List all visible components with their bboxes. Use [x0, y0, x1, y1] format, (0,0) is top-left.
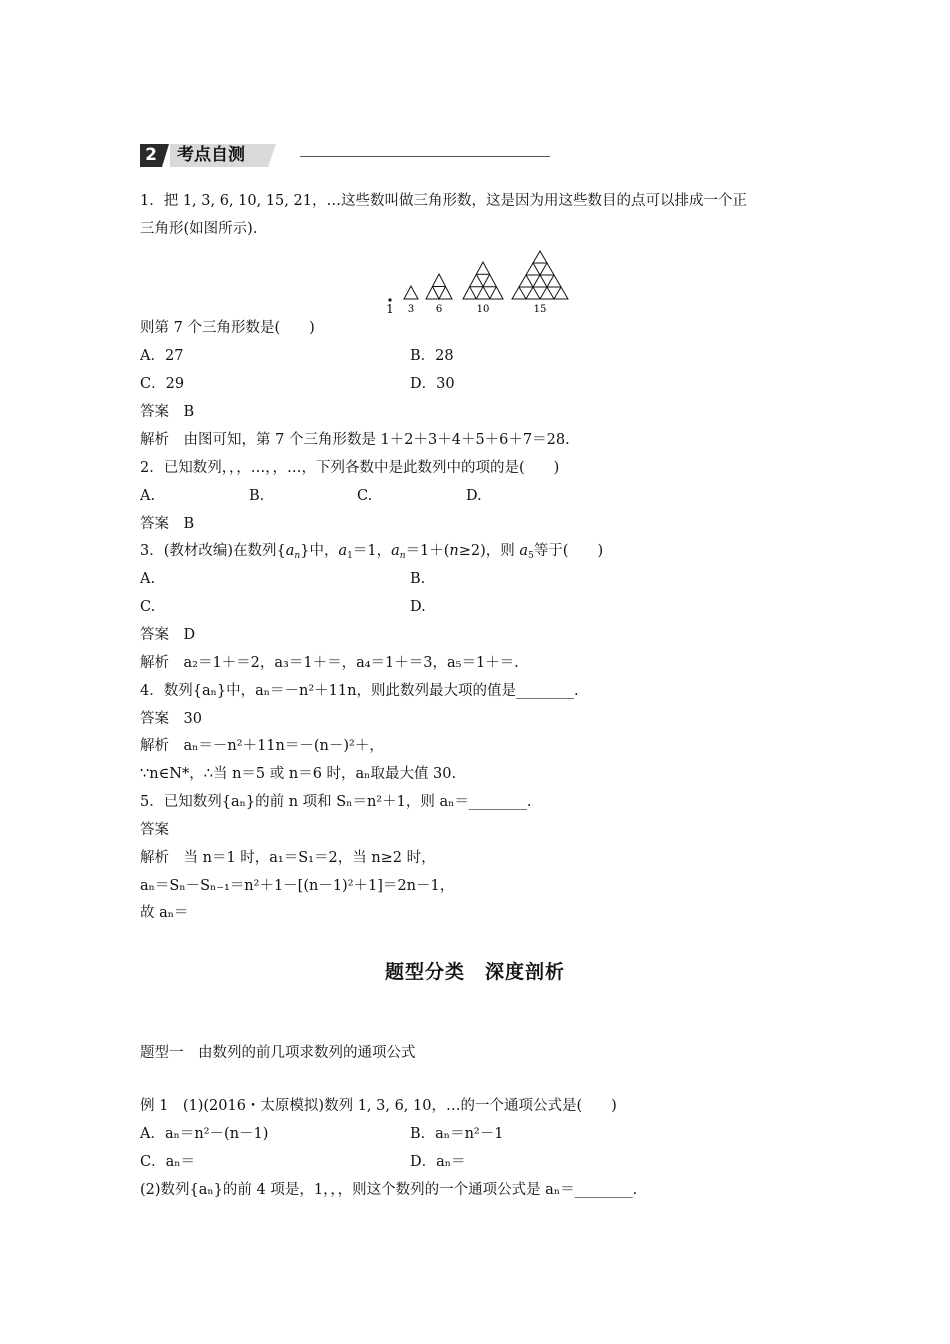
q1-option-c: C．29	[140, 376, 185, 392]
section-center-title: 题型分类 深度剖析	[384, 961, 565, 983]
q3-option-b: B.	[410, 571, 426, 587]
fig-label-6: 6	[435, 304, 443, 315]
q3-stem-part: ≥2)，则	[458, 543, 520, 559]
triangle-10	[463, 262, 503, 299]
q4-answer: 答案 30	[140, 711, 202, 727]
q2-option-a: A.	[140, 488, 156, 504]
fig-label-15: 15	[533, 304, 547, 315]
q1-stem-line2: 三角形(如图所示).	[140, 221, 258, 237]
q3-stem-part: ＝1＋(	[405, 543, 450, 559]
q2-option-d: D.	[466, 488, 482, 504]
q3-stem-part: ＝1，	[352, 543, 392, 559]
example1-line: 例 1 (1)(2016・太原模拟)数列 1, 3, 6, 10，…的一个通项公式是( )	[140, 1098, 617, 1114]
q2-stem: 2．已知数列，，，…，，…，下列各数中是此数列中的项的是( )	[140, 460, 560, 476]
q3-stem-part: 等于( )	[533, 543, 604, 559]
q3-option-c: C.	[140, 599, 156, 615]
triangle-3	[404, 286, 418, 299]
q1-option-a: A．27	[140, 348, 184, 364]
triangle-6	[426, 274, 452, 299]
q2-option-b: B.	[249, 488, 265, 504]
q3-stem-part: }中，	[300, 543, 339, 559]
q3-stem: 3．(教材改编)在数列$\{a_n\}$中，$a_1=1$，$a_n=1+(n\ge 2)$，则 $a_5$等于( )	[140, 543, 604, 561]
q3-stem-part: 3．(教材改编)在数列{	[140, 543, 286, 559]
q1-stem-line1: 1．把 1, 3, 6, 10, 15, 21，…这些数叫做三角形数，这是因为用这些数目的点可以排成一个正	[140, 193, 747, 209]
fig-label-10: 10	[476, 304, 490, 315]
q5-analysis-line2: aₙ＝Sₙ－Sₙ₋₁＝n²＋1－[(n－1)²＋1]＝2n－1，	[140, 878, 455, 894]
triangular-numbers-figure	[380, 250, 570, 316]
section-number-badge: 2	[140, 144, 162, 167]
section-title-box	[170, 144, 398, 167]
q4-stem: 4．数列{aₙ}中，aₙ＝－n²＋11n，则此数列最大项的值是________.	[140, 683, 579, 699]
example1-option-d: D．aₙ＝	[410, 1154, 466, 1170]
q3-option-d: D.	[410, 599, 426, 615]
q3-analysis: 解析 a₂＝1＋＝2，a₃＝1＋＝，a₄＝1＋＝3，a₅＝1＋＝.	[140, 655, 519, 671]
q5-analysis-line1: 解析 当 n＝1 时，a₁＝S₁＝2，当 n≥2 时，	[140, 850, 436, 866]
q1-option-b: B．28	[410, 348, 454, 364]
q4-analysis-line1: 解析 aₙ＝－n²＋11n＝－(n－)²＋，	[140, 738, 384, 754]
q1-answer: 答案 B	[140, 404, 195, 420]
q3-answer: 答案 D	[140, 627, 196, 643]
q2-option-c: C.	[357, 488, 373, 504]
q2-answer: 答案 B	[140, 516, 195, 532]
q4-analysis-line2: ∵n∈N*，∴当 n＝5 或 n＝6 时，aₙ取最大值 30.	[140, 766, 457, 782]
q1-option-d: D．30	[410, 376, 455, 392]
q1-analysis: 解析 由图可知，第 7 个三角形数是 1＋2＋3＋4＋5＋6＋7＝28.	[140, 432, 570, 448]
example1-part2: (2)数列{aₙ}的前 4 项是，1，，，则这个数列的一个通项公式是 aₙ＝________.	[140, 1182, 638, 1198]
example1-option-a: A．aₙ＝n²－(n－1)	[140, 1126, 269, 1142]
fig-label-1: 1	[386, 302, 394, 316]
section-divider-rule	[300, 156, 550, 157]
q5-answer: 答案	[140, 822, 169, 838]
type1-heading: 题型一 由数列的前几项求数列的通项公式	[140, 1045, 416, 1061]
section-header	[140, 143, 530, 169]
q1-question: 则第 7 个三角形数是( )	[140, 320, 315, 336]
q5-analysis-line3: 故 aₙ＝	[140, 905, 189, 921]
example1-option-c: C．aₙ＝	[140, 1154, 196, 1170]
fig-label-3: 3	[407, 304, 415, 315]
triangle-15	[512, 251, 568, 299]
q3-option-a: A.	[140, 571, 156, 587]
q5-stem: 5．已知数列{aₙ}的前 n 项和 Sₙ＝n²＋1，则 aₙ＝________.	[140, 794, 532, 810]
example1-option-b: B．aₙ＝n²－1	[410, 1126, 504, 1142]
section-title: 考点自测	[177, 145, 245, 165]
